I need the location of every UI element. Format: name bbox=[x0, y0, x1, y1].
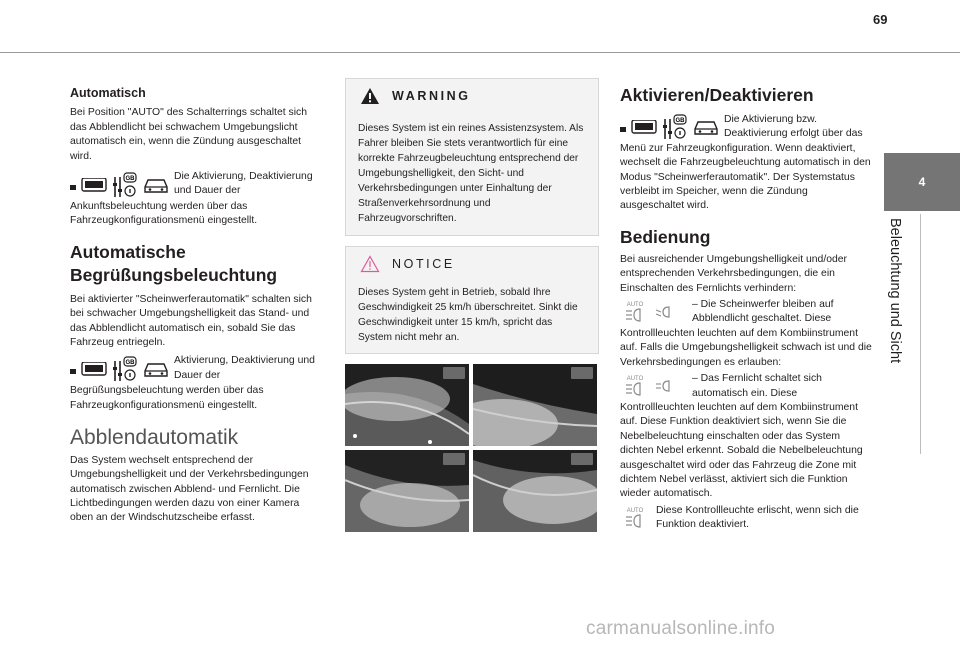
text-automatisch: Bei Position "AUTO" des Schalterrings schaltet sich das Abblendlicht bei schwachem Umgebungslicht automatisch ein, wenn die Zündung ausgeschaltet wird. bbox=[70, 107, 308, 162]
svg-text:AUTO: AUTO bbox=[626, 376, 644, 383]
dipped-beam-icon bbox=[654, 302, 676, 322]
icon-paragraph-activate bbox=[620, 113, 874, 142]
text-bedienung: Bei ausreichender Umgebungshelligkeit und/oder entsprechenden Verkehrsbedingungen, die ein Einschalten des Fernlichts verhindern: bbox=[620, 253, 848, 294]
illustration-dipped-beam bbox=[345, 450, 469, 532]
left-column bbox=[70, 86, 325, 526]
text-arrival-cont: Ankunftsbeleuchtung werden über das Fahrzeugkonfigurationsmenü eingestellt. bbox=[70, 201, 258, 227]
indicator-icons bbox=[620, 372, 688, 400]
car-icon bbox=[692, 117, 720, 137]
high-beam-icon bbox=[654, 376, 676, 396]
screen-menu-icon bbox=[70, 362, 108, 376]
heading-abblendautomatik: Abblendautomatik bbox=[70, 426, 239, 450]
svg-text:AUTO: AUTO bbox=[626, 302, 644, 309]
text-activate-icon: Die Aktivierung bzw. Deaktivierung erfolgt über das bbox=[724, 114, 863, 140]
text-welcome: Bei aktivierter "Scheinwerferautomatik" schalten sich bei schwacher Umgebungshelligkeit das Stand- und das Abblendlicht automatisch ein, sobald Sie das Fahrzeug entriegeln. bbox=[70, 293, 312, 349]
watermark: carmanualsonline.info bbox=[586, 618, 776, 639]
chapter-title bbox=[884, 214, 914, 454]
text-arrival-icon: Die Aktivierung, Deaktivierung und Dauer der bbox=[174, 171, 313, 197]
chapter-tab[interactable]: 4 bbox=[884, 153, 960, 211]
warning-box bbox=[345, 78, 599, 236]
header-rule bbox=[0, 52, 960, 53]
warning-text: Dieses System ist ein reines Assistenzsystem. Als Fahrer bleiben Sie stets verantwortlich für eine korrekte Fahrzeugbeleuchtung entsprechend der Umgebungshelligkeit, den Sicht- und Verkehrsbedingungen unter Einhaltung der Straßenverkehrsordnung und Fahrzeugvorschriften. bbox=[358, 123, 584, 224]
icon-paragraph-dipped bbox=[620, 298, 874, 327]
indicator-badge bbox=[443, 453, 465, 465]
text-activate-cont: Menü zur Fahrzeugkonfiguration. Wenn deaktiviert, wechselt die Fahrzeugbeleuchtung automatisch in den Modus "Scheinwerferautomatik". Der Systemstatus verbleibt im Speicher, wenn die Zündung ausgeschaltet wird. bbox=[620, 142, 871, 212]
indicator-badge bbox=[571, 453, 593, 465]
heading-welcome-1: Automatische bbox=[70, 241, 186, 262]
settings-gb-icon bbox=[112, 355, 138, 383]
illustration-grid bbox=[345, 364, 597, 532]
notice-box bbox=[345, 246, 599, 354]
text-abblendautomatik: Das System wechselt entsprechend der Umgebungshelligkeit und der Verkehrsbedingungen automatisch zwischen Abblend- und Fernlicht. Die Lichtbedingungen werden dazu von einer Kamera oben an der Windschutzscheibe erfasst. bbox=[70, 454, 309, 524]
illustration-high-beam-road bbox=[345, 364, 469, 446]
chapter-title-text: Beleuchtung und Sicht bbox=[887, 218, 903, 364]
auto-high-beam-icon bbox=[620, 300, 650, 324]
text-high-icon: – Das Fernlicht schaltet sich automatisch ein. Diese bbox=[692, 373, 822, 399]
icon-paragraph-high bbox=[620, 372, 874, 401]
page-number: 69 bbox=[873, 12, 888, 27]
indicator-icons bbox=[620, 504, 652, 532]
indicator-badge bbox=[443, 367, 465, 379]
notice-title: NOTICE bbox=[392, 257, 455, 271]
text-dipped-cont: Kontrollleuchten leuchten auf dem Kombiinstrument auf. Falls die Umgebungshelligkeit schwach ist und die Verkehrsbedingungen es erlauben: bbox=[620, 327, 872, 368]
text-welcome-icon: Aktivierung, Deaktivierung und Dauer der bbox=[174, 355, 315, 381]
chapter-divider bbox=[920, 214, 921, 454]
warning-triangle-icon bbox=[360, 87, 380, 105]
text-dipped-icon: – Die Scheinwerfer bleiben auf Abblendlicht geschaltet. Diese bbox=[692, 299, 834, 325]
heading-automatisch: Automatisch bbox=[70, 86, 146, 100]
warning-title: WARNING bbox=[392, 89, 471, 103]
svg-text:GB: GB bbox=[675, 118, 685, 124]
settings-gb-icon bbox=[112, 171, 138, 199]
auto-high-beam-icon bbox=[620, 506, 650, 530]
indicator-badge bbox=[571, 367, 593, 379]
notice-triangle-icon bbox=[360, 255, 380, 273]
text-off-icon: Diese Kontrollleuchte erlischt, wenn sich die Funktion deaktiviert. bbox=[656, 504, 859, 531]
menu-icons bbox=[70, 354, 170, 384]
svg-text:GB: GB bbox=[125, 176, 135, 183]
screen-menu-icon bbox=[620, 120, 658, 134]
heading-bedienung: Bedienung bbox=[620, 226, 711, 247]
notice-header bbox=[346, 247, 598, 273]
settings-gb-icon bbox=[662, 113, 688, 141]
svg-text:GB: GB bbox=[125, 360, 135, 367]
illustration-oncoming-car bbox=[473, 364, 597, 446]
car-icon bbox=[142, 359, 170, 379]
illustration-preceding-car bbox=[473, 450, 597, 532]
indicator-icons bbox=[620, 298, 688, 326]
right-column bbox=[620, 84, 874, 533]
icon-paragraph-off bbox=[620, 504, 874, 533]
heading-aktivieren: Aktivieren/Deaktivieren bbox=[620, 85, 814, 105]
menu-icons bbox=[70, 170, 170, 200]
screen-menu-icon bbox=[70, 178, 108, 192]
auto-high-beam-icon bbox=[620, 374, 650, 398]
text-high-cont: Kontrollleuchten leuchten auf dem Kombiinstrument auf. Diese Funktion deaktiviert sich, wenn Sie die Nebelbeleuchtung einschalten oder das System dichten Nebel erkennt. Sobald die Nebelbeleuchtung ausgeschaltet wird oder das Fahrzeug die Zone mit dichtem Nebel verlässt, aktiviert sich die Funktion wieder automatisch. bbox=[620, 401, 863, 500]
warning-header bbox=[346, 79, 598, 105]
text-welcome-cont: Begrüßungsbeleuchtung werden über das Fahrzeugkonfigurationsmenü eingestellt. bbox=[70, 385, 264, 411]
icon-paragraph-welcome bbox=[70, 354, 325, 384]
icon-paragraph-arrival bbox=[70, 170, 325, 200]
notice-text: Dieses System geht in Betrieb, sobald Ihre Geschwindigkeit 25 km/h überschreitet. Sinkt die Geschwindigkeit unter 15 km/h, spricht das System nicht mehr an. bbox=[358, 287, 578, 343]
svg-text:AUTO: AUTO bbox=[626, 507, 644, 514]
heading-welcome-2: Begrüßungsbeleuchtung bbox=[70, 264, 278, 285]
menu-icons bbox=[620, 113, 720, 141]
car-icon bbox=[142, 175, 170, 195]
